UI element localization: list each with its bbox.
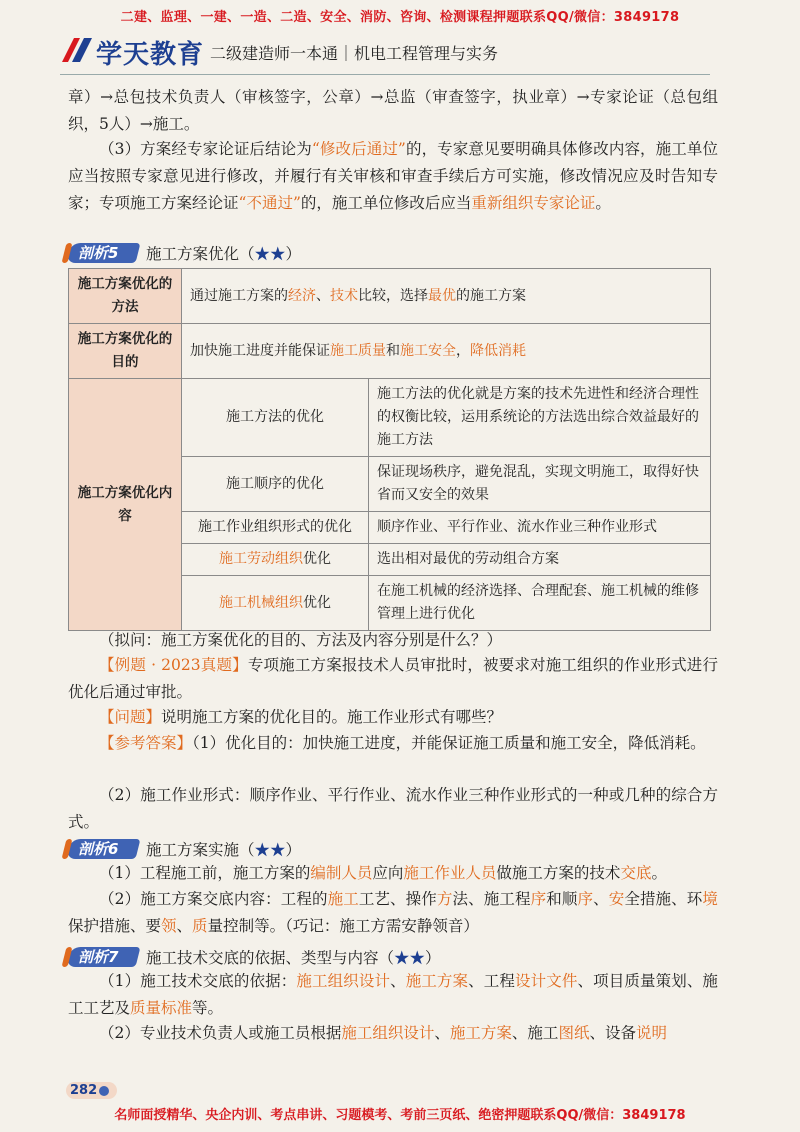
page-arrow-icon <box>99 1086 109 1096</box>
header-subtitle: 二级建造师一本通｜机电工程管理与实务 <box>210 44 499 63</box>
table-row <box>69 269 711 324</box>
page-header <box>60 34 780 70</box>
example-paragraph: 【例题 · 2023真题】专项施工方案报技术人员审批时，被要求对施工组织的作业形式进行优化后通过审批。 <box>68 656 718 701</box>
intro-paragraph-3: （3）方案经专家论证后结论为“修改后通过”的，专家意见要明确具体修改内容，施工单位应当按照专家意见进行修改，并履行有关审核和审查手续后方可实施，修改情况应及时告知专家；专项施工方案经论证“不通过”的，施工单位修改后应当重新组织专家论证。 <box>68 140 718 212</box>
header-divider <box>60 74 710 75</box>
section5-header <box>68 242 302 264</box>
table-cell-desc: 顺序作业、平行作业、流水作业三种作业形式 <box>369 512 711 544</box>
table-cell-sub: 施工劳动组织优化 <box>182 544 369 576</box>
question-hint: （拟问：施工方案优化的目的、方法及内容分别是什么？） <box>99 631 503 649</box>
section7-header <box>68 946 441 968</box>
section6-title: 施工方案实施（★★） <box>146 841 302 859</box>
section5-title: 施工方案优化（★★） <box>146 245 302 263</box>
table-row <box>69 379 711 457</box>
table-cell-sub: 施工方法的优化 <box>182 379 369 457</box>
section6-p1: （1）工程施工前，施工方案的编制人员应向施工作业人员做施工方案的技术交底。 <box>99 864 667 882</box>
star-icon: ★★ <box>254 245 286 263</box>
star-icon: ★★ <box>394 949 426 967</box>
section7-badge: 剖析7 <box>78 948 119 966</box>
table-cell-method: 通过施工方案的经济、技术比较，选择最优的施工方案 <box>182 269 711 324</box>
top-banner: 二建、监理、一建、一造、二造、安全、消防、咨询、检测课程押题联系QQ/微信：3849178 <box>120 10 680 25</box>
table-header-purpose: 施工方案优化的目的 <box>69 324 182 379</box>
table-cell-desc: 选出相对最优的劳动组合方案 <box>369 544 711 576</box>
page-number: 282 <box>66 1082 117 1099</box>
answer-paragraph: 【参考答案】（1）优化目的：加快施工进度，并能保证施工质量和施工安全，降低消耗。 <box>99 734 706 752</box>
optimization-table <box>68 268 711 631</box>
table-cell-desc: 在施工机械的经济选择、合理配套、施工机械的维修管理上进行优化 <box>369 576 711 631</box>
section7-p1: （1）施工技术交底的依据：施工组织设计、施工方案、工程设计文件、项目质量策划、施工工艺及质量标准等。 <box>68 972 718 1017</box>
table-cell-purpose: 加快施工进度并能保证施工质量和施工安全，降低消耗 <box>182 324 711 379</box>
section7-p2: （2）专业技术负责人或施工员根据施工组织设计、施工方案、施工图纸、设备说明 <box>99 1024 667 1042</box>
logo-text: 学天教育 <box>96 40 205 70</box>
table-row <box>69 324 711 379</box>
section5-badge: 剖析5 <box>78 244 119 262</box>
logo-icon <box>60 36 94 64</box>
table-header-content: 施工方案优化内容 <box>69 379 182 631</box>
bottom-banner: 名师面授精华、央企内训、考点串讲、习题模考、考前三页纸、绝密押题联系QQ/微信：3849178 <box>114 1108 686 1123</box>
section7-title: 施工技术交底的依据、类型与内容（★★） <box>146 949 441 967</box>
table-cell-sub: 施工作业组织形式的优化 <box>182 512 369 544</box>
section6-badge: 剖析6 <box>78 840 119 858</box>
question-paragraph: 【问题】说明施工方案的优化目的。施工作业形式有哪些？ <box>99 708 503 726</box>
answer-paragraph-2: （2）施工作业形式：顺序作业、平行作业、流水作业三种作业形式的一种或几种的综合方式。 <box>68 786 718 831</box>
table-cell-desc: 施工方法的优化就是方案的技术先进性和经济合理性的权衡比较，运用系统论的方法选出综合效益最好的施工方法 <box>369 379 711 457</box>
star-icon: ★★ <box>254 841 286 859</box>
table-header-method: 施工方案优化的方法 <box>69 269 182 324</box>
section6-p2: （2）施工方案交底内容：工程的施工工艺、操作方法、施工程序和顺序、安全措施、环境保护措施、要领、质量控制等。（巧记：施工方需安静领音） <box>68 890 718 935</box>
section6-header <box>68 838 302 860</box>
table-cell-sub: 施工顺序的优化 <box>182 457 369 512</box>
table-cell-sub: 施工机械组织优化 <box>182 576 369 631</box>
intro-line: 章）→总包技术负责人（审核签字，公章）→总监（审查签字，执业章）→专家论证（总包组织，5人）→施工。 <box>68 88 718 133</box>
table-cell-desc: 保证现场秩序，避免混乱，实现文明施工，取得好快省而又安全的效果 <box>369 457 711 512</box>
